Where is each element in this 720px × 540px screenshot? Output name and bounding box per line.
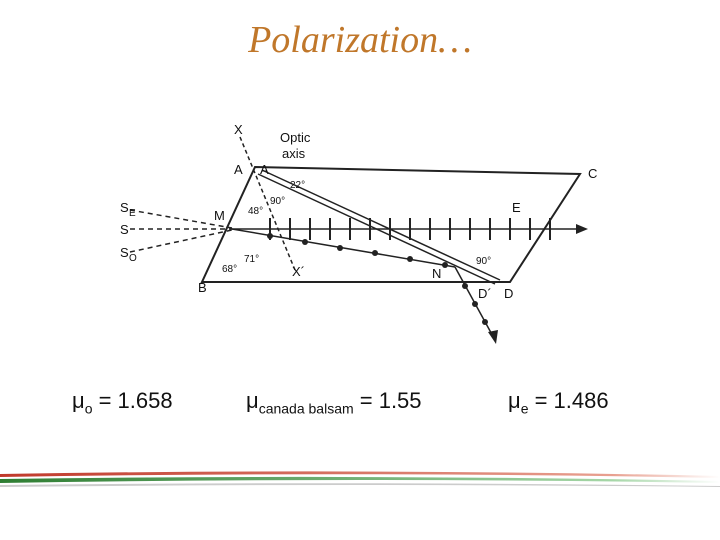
label-axis: axis [282,146,306,161]
label-c: C [588,166,598,181]
label-s-e-sub: E [129,208,136,219]
label-a-right: A [260,162,269,177]
label-s-o: S [120,245,129,260]
label-angle-90-bottom: 90° [476,256,492,267]
equation-mu-o: $\mu_o = 1.658$ [72,388,173,417]
label-s-o-sub: O [129,253,137,264]
label-m: M [214,208,225,223]
label-b: B [198,280,207,295]
label-d-prime: D´ [478,286,492,301]
slide-title: Polarization… [248,19,472,61]
o-ray-dots [267,233,488,325]
footer-green-stripe [0,477,720,483]
label-e: E [512,200,521,215]
label-s-e: S [120,200,129,215]
label-angle-22: 22° [290,180,306,191]
ray-arrowhead [576,224,588,234]
label-x-bottom: X´ [292,264,305,279]
footer-decoration [0,464,720,494]
nicol-prism-diagram [110,112,610,352]
label-s: S [120,222,129,237]
ordinary-ray [232,229,455,267]
label-angle-90-top: 90° [270,196,286,207]
label-angle-71: 71° [244,254,260,265]
label-n: N [432,266,442,281]
footer-grey-stripe [0,483,720,487]
label-angle-68: 68° [222,264,238,275]
label-x-top: X [234,122,243,137]
label-a-left: A [234,162,243,177]
equation-mu-canada-balsam: $\mu_{canada balsam} = 1.55$ [246,388,422,417]
label-optic: Optic [280,130,311,145]
label-angle-48: 48° [248,206,264,217]
label-d: D [504,286,514,301]
equation-mu-e: $\mu_e = 1.486$ [508,388,609,417]
reflected-arrowhead [488,330,498,344]
